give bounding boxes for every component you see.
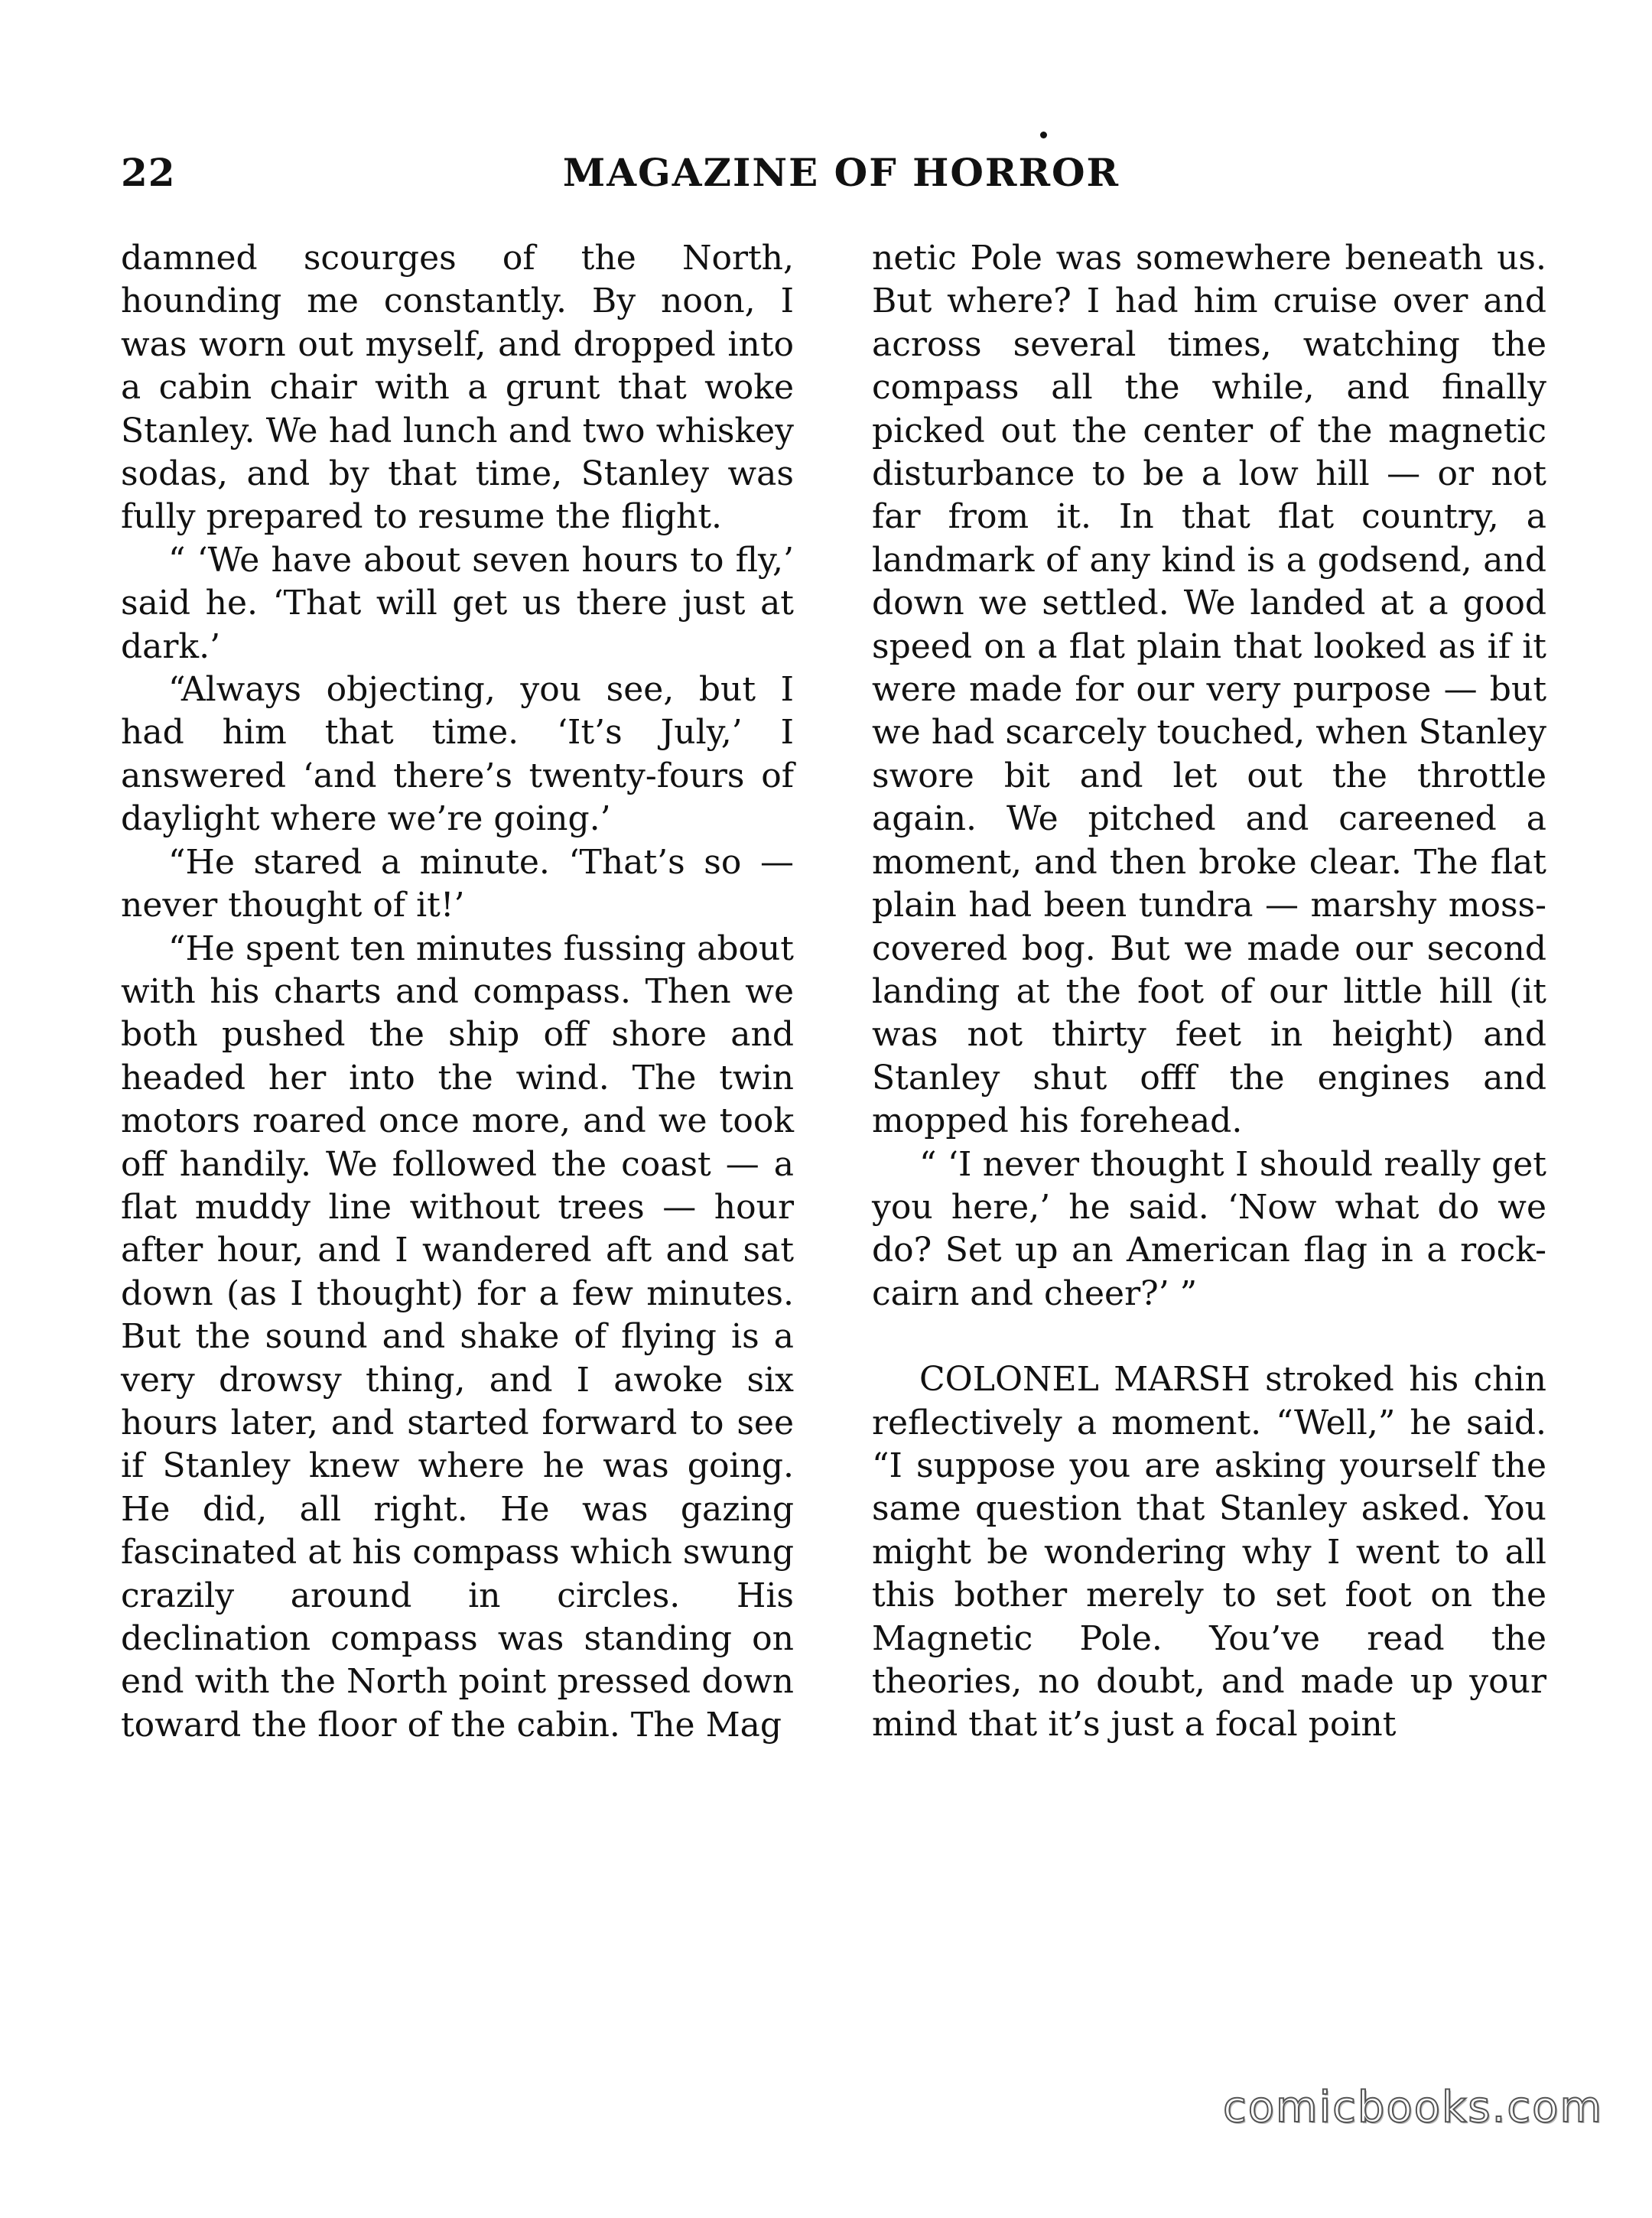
paragraph: damned scourges of the North, hounding me constantly. By noon, I was worn out myself, and dropped into a cabin chair with a grunt that woke Stanley. We had lunch and two whiskey sodas, and by that time, Stanley was fully prepared to resume the flight. bbox=[121, 239, 794, 537]
paragraph: “Always objecting, you see, but I had him that time. ‘It’s July,’ I answered ‘and there’s twenty-fours of daylight where we’re going.’ bbox=[121, 670, 794, 839]
site-watermark: comicbooks.com bbox=[1222, 2083, 1603, 2132]
page-number: 22 bbox=[121, 150, 176, 195]
paragraph: “He stared a minute. ‘That’s so — never thought of it!’ bbox=[121, 842, 794, 925]
paragraph: “ ‘I never thought I should really get you here,’ he said. ‘Now what do we do? Set up an American flag in a rock-cairn and cheer?’ ” bbox=[872, 1144, 1546, 1313]
paragraph: “He spent ten minutes fussing about with his charts and compass. Then we both pushed the ship off shore and headed her into the wind. The twin motors roared once more, and we took off handily. We followed the coast — a flat muddy line without trees — hour after hour, and I wandered aft and sat down (as I thought) for a few minutes. But the sound and shake of flying is a very drowsy thing, and I awoke six hours later, and started forward to see if Stanley knew where he was going. He did, all right. He was gazing fascinated at his compass which swung crazily around in circles. His declination compass was standing on end with the North point pressed down toward the floor of the cabin. The Mag bbox=[121, 929, 794, 1745]
running-title: MAGAZINE OF HORROR bbox=[562, 150, 1120, 195]
paragraph: netic Pole was somewhere beneath us. But where? I had him cruise over and across several times, watching the compass all the while, and finally picked out the center of the magnetic disturbance to be a low hill — or not far from it. In that flat country, a landmark of any kind is a godsend, and down we settled. We landed at a good speed on a flat plain that looked as if it were made for our very purpose — but we had scarcely touched, when Stanley swore bit and let out the throttle again. We pitched and careened a moment, and then broke clear. The flat plain had been tundra — marshy moss-covered bog. But we made our second landing at the foot of our little hill (it was not thirty feet in height) and Stanley shut offf the engines and mopped his forehead. bbox=[872, 239, 1546, 1141]
right-column bbox=[872, 237, 1546, 1747]
left-column bbox=[121, 237, 794, 1747]
paragraph: “ ‘We have about seven hours to fly,’ said he. ‘That will get us there just at dark.’ bbox=[121, 540, 794, 666]
ink-speck bbox=[1040, 132, 1047, 138]
paragraph: COLONEL MARSH stroked his chin reflectively a moment. “Well,” he said. “I suppose you are asking yourself the same question that Stanley asked. You might be wondering why I went to all this bother merely to set foot on the Magnetic Pole. You’ve read the theories, no doubt, and made up your mind that it’s just a focal point bbox=[872, 1360, 1546, 1745]
